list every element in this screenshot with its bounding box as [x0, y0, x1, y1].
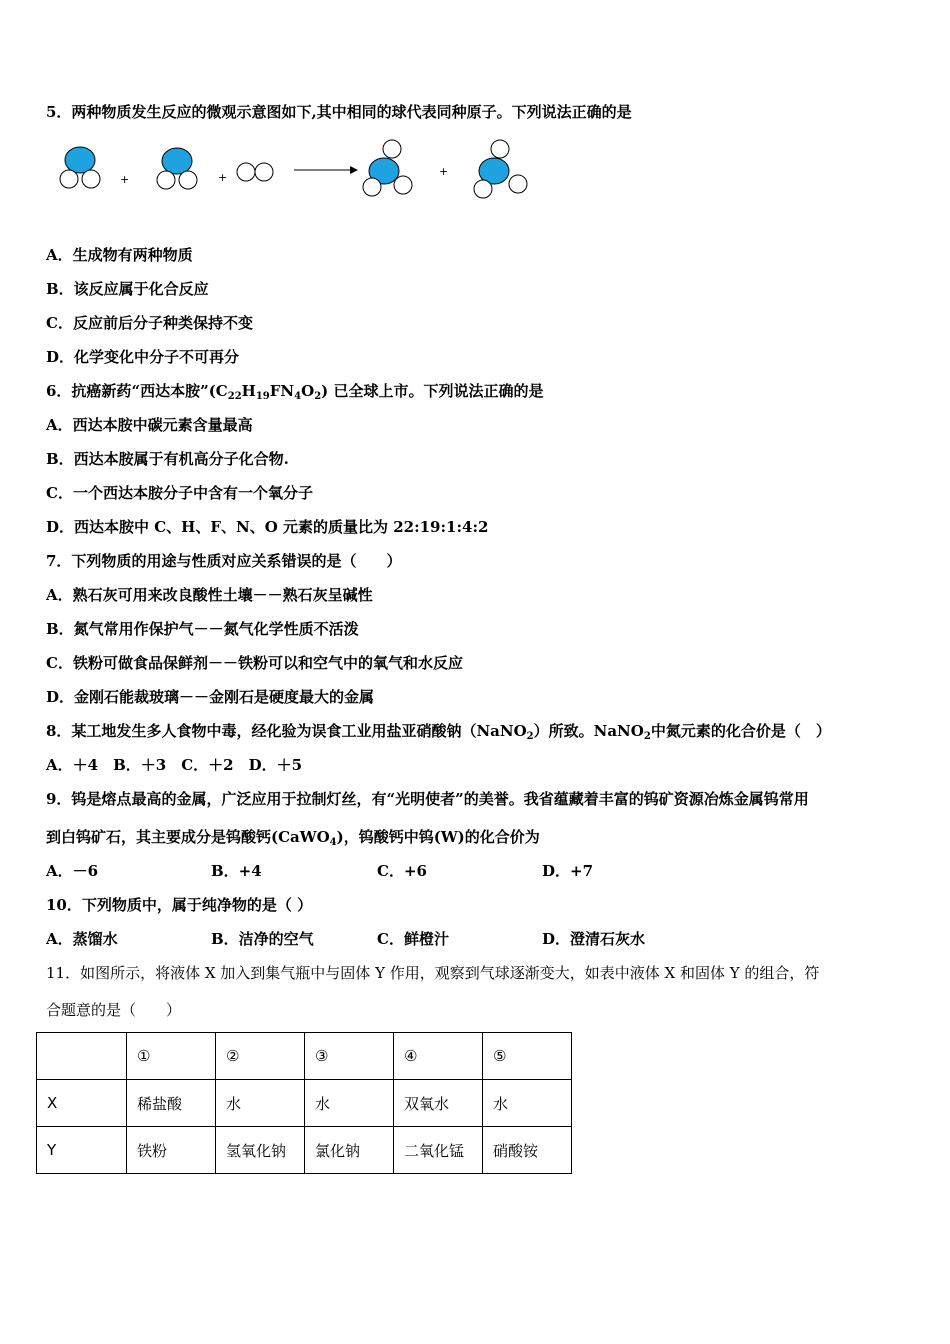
- q9-stem-line1: 9．钨是熔点最高的金属，广泛应用于拉制灯丝，有“光明使者”的美誉。我省蕴藏着丰富的钨矿资源冶炼金属钨常用: [46, 790, 809, 808]
- q10-option-b: B．洁净的空气: [211, 930, 314, 948]
- q10-option-a: A．蒸馏水: [46, 930, 118, 948]
- q6-stem: 6．抗癌新药“西达本胺$”(C_{22}H_{19}FN_4O_2)$ 已全球上市。下列说法正确的是: [46, 382, 544, 402]
- q7-option-b: B．氮气常用作保护气－－氮气化学性质不活泼: [46, 620, 359, 638]
- table-cell: ②: [216, 1033, 305, 1080]
- molecule-product-1: [363, 140, 412, 196]
- q9-option-d: D．+7: [542, 862, 594, 880]
- table-cell: 铁粉: [127, 1127, 216, 1174]
- q9-option-b: B．+4: [211, 862, 262, 880]
- plus-sign-3: +: [439, 165, 449, 178]
- molecule-reactant-3: [237, 163, 273, 181]
- table-cell: 水: [483, 1080, 572, 1127]
- q6-option-d: D．西达本胺中 C、H、F、N、O 元素的质量比为 22:19:1:4:2: [46, 518, 489, 536]
- q5-option-a: A．生成物有两种物质: [46, 246, 193, 264]
- table-header-row: [37, 1033, 572, 1080]
- table-cell: ④: [394, 1033, 483, 1080]
- q7-stem: 7．下列物质的用途与性质对应关系错误的是（ ）: [46, 552, 402, 570]
- q10-stem: 10．下列物质中，属于纯净物的是（ ）: [46, 896, 313, 914]
- table-cell: 水: [305, 1080, 394, 1127]
- q9-option-a: A．－6: [46, 862, 99, 880]
- q5-option-d: D．化学变化中分子不可再分: [46, 348, 240, 366]
- table-cell: Y: [37, 1127, 127, 1174]
- table-cell: 二氧化锰: [394, 1127, 483, 1174]
- table-cell: ③: [305, 1033, 394, 1080]
- q7-option-c: C．铁粉可做食品保鲜剂－－铁粉可以和空气中的氧气和水反应: [46, 654, 463, 672]
- reaction-diagram: [50, 135, 550, 210]
- q8-stem: 8．某工地发生多人食物中毒，经化验为误食工业用盐亚硝酸钠（NaNO$_2$）所致。NaNO$_2$中氮元素的化合价是（ ）: [46, 722, 831, 742]
- table-cell: 氢氧化钠: [216, 1127, 305, 1174]
- table-cell: ⑤: [483, 1033, 572, 1080]
- molecule-reactant-2: [157, 148, 197, 189]
- q6-option-b: B．西达本胺属于有机高分子化合物.: [46, 450, 289, 468]
- molecule-reactant-1: [60, 147, 100, 188]
- q11-table: [36, 1032, 572, 1174]
- table-row: [37, 1080, 572, 1127]
- q11-stem-line2: 合题意的是（ ）: [46, 1001, 182, 1019]
- q5-option-c: C．反应前后分子种类保持不变: [46, 314, 253, 332]
- q9-option-c: C．+6: [377, 862, 427, 880]
- plus-sign-2: +: [218, 171, 228, 184]
- table-row: [37, 1127, 572, 1174]
- q6-option-c: C．一个西达本胺分子中含有一个氧分子: [46, 484, 313, 502]
- q7-option-d: D．金刚石能裁玻璃－－金刚石是硬度最大的金属: [46, 688, 375, 706]
- table-cell: 双氧水: [394, 1080, 483, 1127]
- q5-stem: 5．两种物质发生反应的微观示意图如下,其中相同的球代表同种原子。下列说法正确的是: [46, 103, 632, 121]
- molecule-product-2: [474, 140, 527, 198]
- table-cell: [37, 1033, 127, 1080]
- table-cell: 水: [216, 1080, 305, 1127]
- q5-option-b: B．该反应属于化合反应: [46, 280, 209, 298]
- q7-option-a: A．熟石灰可用来改良酸性土壤－－熟石灰呈碱性: [46, 586, 373, 604]
- q10-option-d: D．澄清石灰水: [542, 930, 646, 948]
- table-cell: 氯化钠: [305, 1127, 394, 1174]
- table-cell: 硝酸铵: [483, 1127, 572, 1174]
- table-cell: ①: [127, 1033, 216, 1080]
- q8-options: A．＋4 B．＋3 C．＋2 D．＋5: [46, 756, 303, 774]
- reaction-arrow: [294, 166, 358, 174]
- plus-sign-1: +: [120, 173, 130, 186]
- q6-option-a: A．西达本胺中碳元素含量最高: [46, 416, 253, 434]
- table-cell: X: [37, 1080, 127, 1127]
- q11-stem-line1: 11．如图所示，将液体 X 加入到集气瓶中与固体 Y 作用，观察到气球逐渐变大，如表中液体 X 和固体 Y 的组合，符: [46, 964, 820, 982]
- q9-stem-line2: 到白钨矿石，其主要成分是钨酸钙(CaWO$_4$)，钨酸钙中钨(W)的化合价为: [46, 828, 540, 848]
- q10-option-c: C．鲜橙汁: [377, 930, 449, 948]
- table-cell: 稀盐酸: [127, 1080, 216, 1127]
